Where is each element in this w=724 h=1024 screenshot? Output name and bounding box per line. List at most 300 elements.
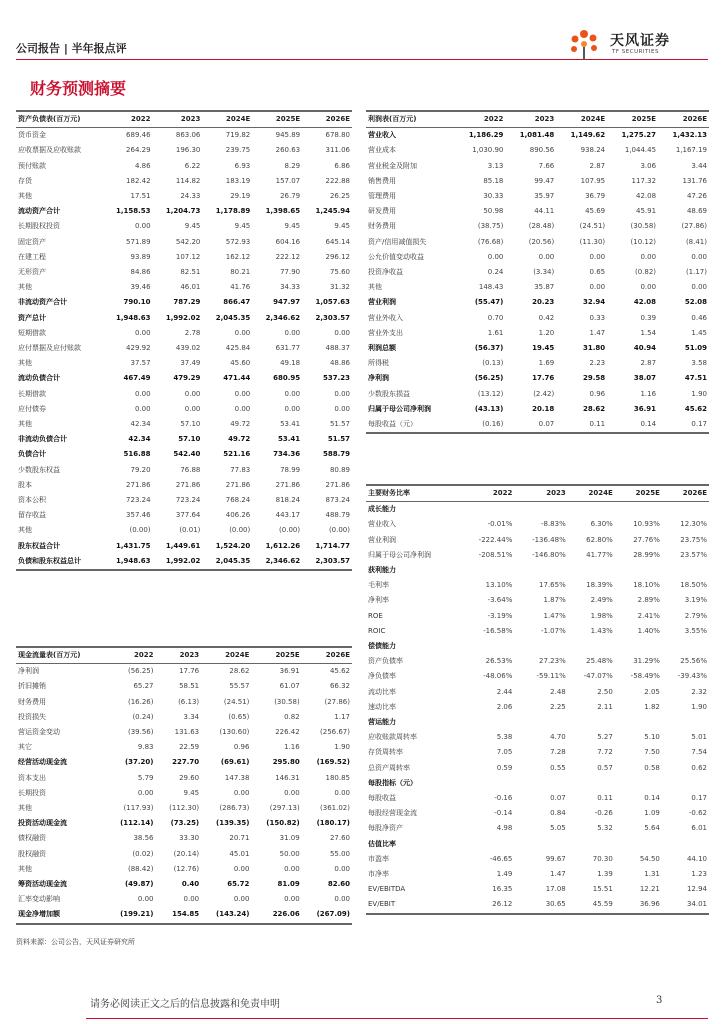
value-cell: 3.58 (691, 359, 707, 368)
table-row (16, 892, 352, 907)
value-cell: 32.94 (582, 298, 606, 307)
row-label: 偿债能力 (368, 642, 396, 651)
value-cell: 131.63 (174, 728, 200, 737)
row-label: 流动负债合计 (18, 374, 60, 383)
value-cell: 38.07 (633, 374, 657, 383)
table-row (366, 578, 709, 593)
table-row (16, 801, 352, 816)
value-cell: 2.87 (640, 359, 657, 368)
value-cell: 1.90 (334, 743, 350, 752)
row-label: 存货周转率 (368, 748, 403, 757)
value-cell: 81.09 (277, 880, 300, 889)
value-cell: 1.87% (543, 596, 566, 605)
table-row (16, 204, 352, 219)
year-header: 2024E (201, 647, 251, 664)
value-cell: 406.26 (225, 511, 251, 520)
row-label: 公允价值变动收益 (368, 252, 424, 261)
value-cell: 26.12 (461, 897, 514, 913)
value-cell (514, 837, 567, 852)
row-label: 其他 (18, 526, 32, 535)
value-cell: 19.45 (532, 344, 555, 353)
value-cell: 162.12 (225, 252, 251, 261)
table-title: 资产负债表(百万元) (16, 111, 103, 128)
value-cell: 20.18 (532, 404, 555, 413)
value-cell: 25.56% (680, 657, 707, 666)
value-cell: 0.00 (334, 404, 350, 413)
value-cell: (55.47) (474, 298, 504, 307)
value-cell: (43.13) (474, 404, 504, 413)
value-cell: 93.89 (130, 252, 151, 261)
value-cell: 2,045.35 (202, 554, 252, 570)
table-row (366, 548, 709, 563)
value-cell: -46.65 (489, 854, 513, 863)
value-cell: 2.41% (637, 611, 660, 620)
value-cell: 0.00 (691, 252, 707, 261)
value-cell: 12.94 (686, 885, 707, 894)
value-cell: 945.89 (275, 131, 301, 140)
value-cell: -0.26 (594, 809, 613, 818)
value-cell: 17.76 (532, 374, 555, 383)
row-label: 营业成本 (368, 146, 396, 155)
value-cell: 2.48 (550, 687, 566, 696)
value-cell: 5.79 (137, 773, 154, 782)
value-cell: 7.28 (550, 748, 566, 757)
value-cell: 1.47 (550, 870, 566, 879)
value-cell: 1.17 (334, 712, 350, 721)
value-cell: 467.49 (123, 374, 151, 383)
table-row (16, 554, 352, 570)
table-row (16, 387, 352, 402)
value-cell: 27.76% (633, 535, 660, 544)
value-cell: 9.83 (137, 743, 154, 752)
financial-ratios-table (366, 484, 709, 915)
table-row (16, 493, 352, 508)
table-row (366, 609, 709, 624)
value-cell: 0.00 (487, 252, 504, 261)
value-cell: (117.93) (123, 804, 154, 813)
report-type-header: 公司报告 | 半年报点评 (16, 42, 127, 55)
value-cell: 0.65 (589, 268, 606, 277)
value-cell: (24.51) (223, 697, 250, 706)
value-cell: 1.54 (640, 328, 657, 337)
value-cell: 17.51 (130, 192, 151, 201)
value-cell: 51.57 (327, 435, 350, 444)
value-cell: 723.24 (175, 496, 201, 505)
row-label: 资本支出 (18, 773, 46, 782)
value-cell: 429.92 (126, 344, 151, 353)
value-cell: 2.89% (637, 596, 660, 605)
year-header: 2023 (514, 485, 567, 502)
row-label: 营业税金及附加 (368, 161, 417, 170)
table-row (16, 235, 352, 250)
value-cell: 0.58 (644, 763, 660, 772)
value-cell: 6.30% (590, 520, 613, 529)
value-cell: 9.45 (334, 222, 350, 231)
row-label: 财务费用 (18, 697, 46, 706)
value-cell: 1,714.77 (315, 541, 350, 550)
value-cell: (88.42) (127, 864, 154, 873)
value-cell: 117.32 (631, 176, 657, 185)
value-cell: 0.00 (137, 788, 154, 797)
value-cell: 44.11 (534, 207, 555, 216)
table-row (16, 371, 352, 386)
value-cell: 0.00 (334, 788, 350, 797)
footer-disclaimer: 请务必阅读正文之后的信息披露和免责申明 (90, 999, 280, 1010)
row-label: 净利润 (368, 374, 389, 383)
value-cell: 604.16 (275, 237, 301, 246)
value-cell: 85.18 (483, 176, 504, 185)
value-cell: 271.86 (325, 480, 350, 489)
value-cell: (139.35) (216, 819, 250, 828)
value-cell: 678.80 (325, 131, 350, 140)
row-label: EV/EBITDA (368, 885, 406, 894)
value-cell: 1,167.19 (675, 146, 707, 155)
table-row (16, 508, 352, 523)
row-label: 经营活动现金流 (18, 758, 67, 767)
table-row (366, 593, 709, 608)
row-label: 归属于母公司净利润 (368, 404, 431, 413)
table-row (16, 725, 352, 740)
value-cell: 1,057.63 (315, 298, 350, 307)
value-cell (568, 837, 615, 852)
value-cell (568, 639, 615, 654)
value-cell: (11.30) (579, 237, 606, 246)
value-cell: (0.01) (179, 526, 201, 535)
value-cell: (286.73) (219, 804, 250, 813)
row-label: 管理费用 (368, 192, 396, 201)
row-label: 无形资产 (18, 268, 46, 277)
value-cell (461, 563, 514, 578)
value-cell: (20.56) (528, 237, 555, 246)
value-cell: 9.45 (183, 788, 200, 797)
table-row (16, 295, 352, 310)
value-cell (514, 639, 567, 654)
value-cell: 2,346.62 (252, 554, 302, 570)
value-cell: 0.96 (589, 389, 606, 398)
value-cell: (3.34) (533, 268, 555, 277)
value-cell (461, 639, 514, 654)
value-cell: 1,612.26 (265, 541, 301, 550)
value-cell: 28.62 (582, 404, 606, 413)
table-row (16, 265, 352, 280)
value-cell: (256.67) (320, 728, 350, 737)
value-cell: (0.02) (132, 849, 154, 858)
value-cell: 196.30 (175, 146, 201, 155)
value-cell: 1.61 (487, 328, 504, 337)
value-cell: 45.59 (568, 897, 615, 913)
value-cell: 51.57 (329, 420, 350, 429)
row-label: 应收账款周转率 (368, 733, 417, 742)
value-cell: 48.69 (686, 207, 707, 216)
section-row (366, 837, 709, 852)
value-cell: 79.20 (130, 465, 151, 474)
table-row (366, 685, 709, 700)
value-cell: 157.07 (275, 176, 301, 185)
value-cell: (267.09) (302, 907, 352, 923)
row-label: 流动比率 (368, 687, 396, 696)
value-cell: 49.72 (228, 435, 251, 444)
value-cell: 0.00 (640, 283, 657, 292)
value-cell: 818.24 (275, 496, 301, 505)
value-cell: -136.48% (532, 535, 566, 544)
value-cell: 790.10 (123, 298, 151, 307)
row-label: 其他 (18, 283, 32, 292)
value-cell: (169.52) (316, 758, 350, 767)
row-label: 每股净资产 (368, 824, 403, 833)
value-cell: 9.45 (284, 222, 301, 231)
row-label: 负债合计 (18, 450, 46, 459)
row-label: 利润总额 (368, 344, 396, 353)
value-cell: 768.24 (225, 496, 251, 505)
value-cell: (0.16) (454, 417, 505, 433)
table-row (366, 250, 709, 265)
value-cell: 23.57% (680, 550, 707, 559)
row-label: ROIC (368, 626, 386, 635)
value-cell: (0.82) (634, 268, 657, 277)
value-cell: 0.46 (691, 313, 707, 322)
value-cell: 40.94 (633, 344, 657, 353)
row-label: 其他 (18, 864, 32, 873)
value-cell: 226.42 (275, 728, 300, 737)
value-cell: 84.86 (130, 268, 151, 277)
year-header: 2022 (105, 647, 155, 664)
value-cell: 0.14 (644, 794, 660, 803)
row-label: 存货 (18, 176, 32, 185)
value-cell: 58.51 (179, 682, 200, 691)
value-cell: 1,044.45 (624, 146, 657, 155)
value-cell: 0.00 (589, 252, 606, 261)
value-cell: 0.00 (284, 864, 300, 873)
row-label: 少数股东损益 (368, 389, 410, 398)
value-cell (461, 837, 514, 852)
value-cell: 4.86 (134, 161, 151, 170)
table-row (16, 862, 352, 877)
value-cell: (0.00) (229, 526, 251, 535)
value-cell: 0.00 (184, 404, 201, 413)
value-cell: 0.33 (589, 313, 606, 322)
value-cell: 1,948.63 (103, 554, 153, 570)
value-cell: (13.12) (477, 389, 504, 398)
value-cell: 24.33 (180, 192, 201, 201)
table-row (16, 847, 352, 862)
value-cell: 1,992.02 (153, 554, 203, 570)
value-cell: (69.61) (220, 758, 250, 767)
value-cell: 0.39 (640, 313, 657, 322)
value-cell: (30.58) (630, 222, 657, 231)
value-cell: 0.42 (538, 313, 555, 322)
value-cell: 689.46 (126, 131, 151, 140)
row-label: 留存收益 (18, 511, 46, 520)
value-cell: 1.20 (538, 328, 555, 337)
table-row (16, 189, 352, 204)
value-cell: 34.33 (280, 283, 301, 292)
value-cell: (2.42) (533, 389, 555, 398)
value-cell: -3.19% (487, 611, 513, 620)
value-cell: 2.78 (184, 328, 201, 337)
value-cell (568, 776, 615, 791)
value-cell: 2,045.35 (215, 313, 251, 322)
value-cell: 17.65% (539, 581, 566, 590)
table-row (16, 710, 352, 725)
value-cell: 1,398.65 (265, 207, 301, 216)
table-row (366, 761, 709, 776)
value-cell: 723.24 (126, 496, 151, 505)
table-row (16, 523, 352, 538)
value-cell: 78.99 (280, 465, 301, 474)
table-header-row (16, 647, 352, 664)
value-cell: 31.32 (329, 283, 350, 292)
row-label: 营业利润 (368, 535, 396, 544)
table-row (366, 295, 709, 310)
value-cell: 787.29 (173, 298, 201, 307)
value-cell: 377.64 (175, 511, 201, 520)
value-cell: 12.30% (680, 520, 707, 529)
year-header: 2024E (568, 485, 615, 502)
table-title: 利润表(百万元) (366, 111, 454, 128)
table-header-row (366, 111, 709, 128)
value-cell: -208.51% (478, 550, 513, 559)
row-label: 资本公积 (18, 496, 46, 505)
value-cell: 1.09 (644, 809, 660, 818)
value-cell: 0.00 (184, 389, 201, 398)
row-label: 非流动负债合计 (18, 435, 67, 444)
value-cell: 5.32 (597, 824, 613, 833)
value-cell: 471.44 (223, 374, 251, 383)
table-row (366, 897, 709, 913)
value-cell: 26.79 (280, 192, 301, 201)
value-cell: 0.00 (284, 895, 300, 904)
value-cell (615, 502, 662, 518)
value-cell: 1.90 (691, 702, 707, 711)
value-cell: 1.82 (644, 702, 660, 711)
value-cell: 29.19 (230, 192, 251, 201)
value-cell: 271.86 (225, 480, 251, 489)
value-cell: 222.12 (275, 252, 301, 261)
table-row (366, 174, 709, 189)
value-cell: 3.34 (183, 712, 200, 721)
value-cell: 41.76 (230, 283, 251, 292)
value-cell: (56.37) (474, 344, 504, 353)
value-cell: 7.54 (691, 748, 707, 757)
value-cell: (361.02) (320, 804, 350, 813)
value-cell: 22.59 (179, 743, 200, 752)
value-cell: 45.60 (230, 359, 251, 368)
table-row (16, 250, 352, 265)
value-cell: 33.30 (179, 834, 200, 843)
value-cell: 0.00 (233, 864, 250, 873)
value-cell: 2.25 (550, 702, 566, 711)
value-cell: 62.80% (586, 535, 613, 544)
table-row (16, 356, 352, 371)
value-cell: 61.07 (279, 682, 300, 691)
value-cell: 27.60 (329, 834, 350, 843)
row-label: 投资损失 (18, 712, 46, 721)
value-cell: 542.40 (173, 450, 201, 459)
value-cell: 38.56 (133, 834, 154, 843)
value-cell: 27.23% (539, 657, 566, 666)
logo-flower-icon (566, 26, 606, 62)
value-cell: -0.01% (487, 520, 513, 529)
table-row (366, 341, 709, 356)
value-cell: 425.84 (225, 344, 251, 353)
value-cell: (143.24) (201, 907, 251, 923)
value-cell: 131.76 (682, 176, 707, 185)
logo-name-en: TF SECURITIES (612, 49, 659, 55)
value-cell: 180.85 (325, 773, 350, 782)
table-header-row (366, 485, 709, 502)
value-cell: 1,030.90 (472, 146, 504, 155)
value-cell (514, 502, 567, 518)
value-cell: 2.11 (597, 702, 613, 711)
row-label: 营运资金变动 (18, 728, 60, 737)
value-cell: 1.31 (644, 870, 660, 879)
value-cell: 146.31 (275, 773, 300, 782)
value-cell: 6.22 (184, 161, 201, 170)
table-row (366, 219, 709, 234)
row-label: 归属于母公司净利润 (368, 550, 431, 559)
row-label: 总资产周转率 (368, 763, 410, 772)
value-cell: (56.25) (474, 374, 504, 383)
value-cell: 7.72 (597, 748, 613, 757)
value-cell: 1,275.27 (621, 131, 657, 140)
value-cell: 154.85 (156, 907, 202, 923)
value-cell: (30.58) (274, 697, 300, 706)
value-cell (615, 639, 662, 654)
value-cell: 264.29 (126, 146, 151, 155)
value-cell: 55.00 (329, 849, 350, 858)
value-cell: 947.97 (273, 298, 301, 307)
value-cell: 0.00 (134, 389, 151, 398)
row-label: 汇率变动影响 (18, 895, 60, 904)
table-row (366, 189, 709, 204)
value-cell: 2.05 (644, 687, 660, 696)
value-cell: 26.25 (329, 192, 350, 201)
year-header: 2023 (156, 647, 202, 664)
value-cell: 53.41 (280, 420, 301, 429)
value-cell: -59.11% (536, 672, 566, 681)
value-cell: 2.87 (589, 161, 606, 170)
value-cell: 1,149.62 (570, 131, 606, 140)
table-row (16, 311, 352, 326)
value-cell: 0.57 (597, 763, 613, 772)
value-cell: 0.00 (334, 864, 350, 873)
table-row (366, 533, 709, 548)
row-label: 所得税 (368, 359, 389, 368)
value-cell: 45.01 (229, 849, 250, 858)
value-cell: (73.25) (170, 819, 200, 828)
year-header: 2025E (252, 111, 302, 128)
value-cell: 0.00 (284, 328, 301, 337)
table-row (366, 669, 709, 684)
value-cell: 1.43% (590, 626, 613, 635)
value-cell: 0.00 (284, 404, 301, 413)
value-cell: 0.17 (691, 794, 707, 803)
row-label: 非流动资产合计 (18, 298, 67, 307)
value-cell: 28.99% (633, 550, 660, 559)
value-cell: (27.86) (681, 222, 707, 231)
value-cell (514, 776, 567, 791)
value-cell: 47.51 (684, 374, 707, 383)
value-cell (461, 776, 514, 791)
value-cell: (297.13) (269, 804, 300, 813)
table-row (366, 371, 709, 386)
value-cell: 0.07 (505, 417, 556, 433)
row-label: 固定资产 (18, 237, 46, 246)
value-cell: 588.79 (322, 450, 350, 459)
value-cell: 0.70 (487, 313, 504, 322)
row-label: 股本 (18, 480, 32, 489)
value-cell: 46.01 (180, 283, 201, 292)
